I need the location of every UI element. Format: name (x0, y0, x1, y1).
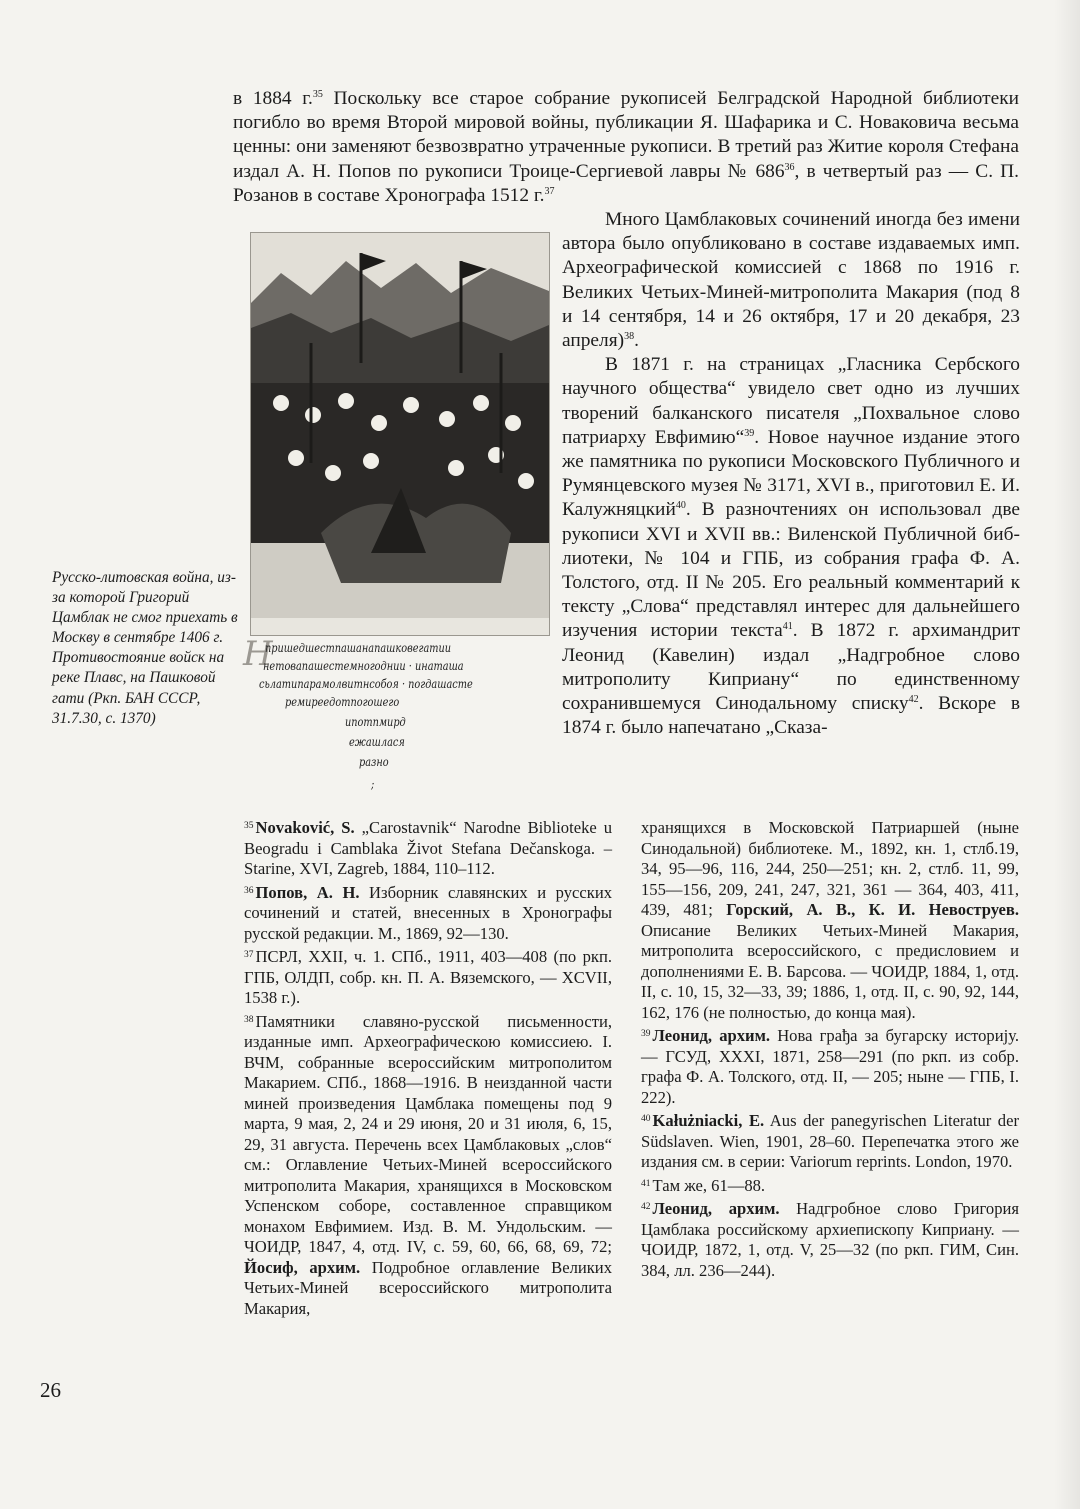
manuscript-line: сьлатипарамолвитнсобоя · погдашасте (259, 676, 473, 691)
footnote-ref: 41 (782, 621, 793, 633)
text-run: Нова грађа за бугарску историју. — ГСУД, XXXI, 1871, 258—291 (по ркп. из собр. графа Ф. А. Толского, отд. II, — 205; ныне — ГПБ, I. 222). (641, 1026, 1020, 1107)
footnote-number: 41 (641, 1178, 651, 1189)
main-text-paragraph-1 (233, 87, 1019, 208)
manuscript-line: разно (359, 754, 389, 769)
main-text-column (562, 208, 1020, 740)
footnote (641, 1199, 1019, 1281)
text-run: Изборник славянских и русских сочинений и статей, внесенных в Хронографы русской редакции. М., 1869, 92—130. (244, 882, 612, 943)
manuscript-caption (243, 634, 551, 800)
manuscript-line: ипотпмирд (345, 714, 406, 729)
main-text-paragraph-3 (562, 353, 1020, 740)
footnote-number: 40 (641, 1114, 651, 1124)
author-name: Novaković, S. (255, 818, 355, 837)
footnote (244, 883, 612, 945)
text-run: „Carostavnik“ Narodne Biblioteke u Beogradu i Camblaka Život Stefana Dečanskoga. – Starine, XVI, Zagreb, 1884, 110–112. (244, 818, 612, 878)
manuscript-line: ; (371, 776, 375, 791)
manuscript-line: пришедшестпашанапашковегатии (265, 640, 452, 655)
footnote-ref: 39 (744, 427, 755, 439)
author-name: Йосиф, архим. (244, 1257, 361, 1277)
footnote-number: 37 (244, 950, 254, 960)
author-name: Попов, А. Н. (255, 882, 360, 902)
text-run: Aus der panegyrischen Literatur der Südslaven. Wien, 1901, 28–60. Перепечатка этого же издания см. в серии: Variorum reprints. London, 1970. (641, 1111, 1019, 1171)
footnotes-left-column (244, 818, 612, 1322)
page-number: 26 (40, 1378, 61, 1402)
text-run: Поскольку все старое собрание рукописей Белградской Народной библиотеки погибло во время Второй мировой войны, публикации Я. Шафарика и С. Новаковича весьма ценны: они заменяют безвозвратно утраченные рукописи. В третий раз Житие короля Стефана издал А. Н. Попов по рукописи Троице-Сергиевой лавры № 686 (233, 88, 1019, 182)
text-run: . В разночтениях он использовал две рукописи XVI и XVII вв.: Виленской Публичной библиотеки, № 104 и ГПБ, из собрания графа Ф. А. Толстого, отд. II № 205. Его реальный комментарий к тексту „Слова“ представлял интерес для дальнейшего изучения истории текста (562, 499, 1020, 642)
text-run: Там же, 61—88. (652, 1175, 766, 1195)
footnote-ref: 37 (544, 185, 555, 197)
main-text-paragraph-2 (562, 208, 1020, 353)
text-run: Надгробное слово Григория Цамблака российскому архиепископу Киприану. — ЧОИДР, 1872, 1, отд. V, 25—32 (по ркп. ГИМ, Син. 384, лл. 236—244). (641, 1199, 1019, 1280)
page-edge-shadow (1054, 0, 1080, 1509)
footnote (641, 1111, 1019, 1173)
footnote-number: 42 (641, 1202, 651, 1212)
text-run: . (634, 330, 639, 352)
footnote-ref: 36 (784, 161, 795, 173)
author-name: Леонид, архим. (652, 1026, 771, 1045)
manuscript-line: нетовапашестемногоднии · инаташа (263, 658, 464, 673)
footnote-ref: 35 (312, 89, 323, 100)
text-run: . Вскоре в 1874 г. было напечатано „Сказа- (562, 693, 1020, 739)
text-run: . Новое научное издание этого же памятника по рукописи Московского Публичного и Румянцевского музея № 3171, XVI в., приготовил Е. И. Калужняцкий (562, 426, 1021, 521)
figure-caption: Русско-литовская война, из-за которой Григорий Цамблак не смог приехать в Москву в сентябре 1406 г. Противостояние войск на реке Плавс, на Пашковой гати (Ркп. БАН СССР, 31.7.30, с. 1370) (52, 569, 238, 727)
battle-scene-image (251, 233, 549, 635)
text-run: В 1871 г. на страницах „Гласника Сербского научного общества“ увидело свет одно из лучших творений балканского писателя „Похвальное слово патриарху Евфимию“ (562, 354, 1020, 448)
text-run: ПСРЛ, XXII, ч. 1. СПб., 1911, 403—408 (по ркп. ГПБ, ОЛДП, собр. кн. П. А. Вяземского, — XCVII, 1538 г.). (244, 947, 612, 1007)
footnotes-right-column (641, 818, 1019, 1284)
manuscript-line: ежашлася (349, 734, 405, 749)
author-name: Kałużniacki, E. (652, 1111, 765, 1130)
footnote (244, 947, 612, 1009)
footnote (244, 1012, 612, 1320)
text-run: Памятники славяно-русской письменности, изданные имп. Археографическою комиссиею. I. ВЧМ, собранные всероссийским митрополитом Макарием. СПб., 1868—1916. В неизданной части миней произведения Цамблака помещены под 9 марта, 9 мая, 2, 24 и 29 июня, 20 и 31 июля, 6, 15, 29, 31 августа. Перечень всех Цамблаковых „слов“ см.: Оглавление Четьих-Миней всероссийского митрополита Макария, хранящихся в Московском Успенском соборе, составленное справщиком монахом Евфимием. Изд. В. М. Ундольским. — ЧОИДР, 1847, 4, отд. IV, с. 59, 60, 66, 68, 69, 72; (244, 1011, 612, 1256)
footnote-ref: 40 (675, 500, 686, 512)
author-name: Леонид, архим. (652, 1199, 780, 1218)
text-run: . В 1872 г. архимандрит Леонид (Кавелин) издал „Надгробное слово митрополиту Киприану“ по единственному сохранившемуся Синодальному списку (562, 620, 1020, 715)
footnote (641, 818, 1019, 1023)
footnote-ref: 38 (624, 331, 635, 343)
text-run: Много Цамблаковых сочинений иногда без имени автора было опубликовано в составе издаваемых имп. Археографической комиссией с 1868 по 1916 г. Великих Четьих-Миней-митрополита Макария (под 8 и 14 сентября, 14 и 26 октября, 17 и 20 декабря, 23 апреля) (562, 209, 1020, 352)
manuscript-initial-letter: Н (243, 634, 273, 674)
author-name: Горский, А. В., К. И. Невоструев. (726, 900, 1020, 919)
text-run: Подробное оглавление Великих Четьих-Миней всероссийского митрополита Макария, (244, 1257, 612, 1318)
footnote (641, 1176, 1019, 1197)
miniature-illustration (250, 232, 550, 636)
footnote (244, 818, 612, 880)
footnote-number: 39 (641, 1029, 651, 1039)
text-run: Описание Великих Четьих-Миней Макария, митрополита всероссийского, с предисловием и дополнениями Е. В. Барсова. — ЧОИДР, 1884, 1, отд. II, с. 10, 15, 32—33, 39; 1886, 1, отд. II, с. 90, 92, 144, 162, 176 (не полностью, до конца мая). (641, 920, 1019, 1022)
footnote-number: 38 (244, 1014, 254, 1025)
text-run: хранящихся в Московской Патриаршей (ныне Синодальной) библиотеке. М., 1892, кн. 1, стлб.19, 34, 95—96, 116, 244, 250—251; кн. 2, стлб. 11, 99, 155—156, 209, 241, 247, 321, 361 — 364, 403, 411, 439, 481; (641, 818, 1019, 919)
footnote (641, 1026, 1019, 1108)
footnote-ref: 42 (908, 694, 919, 706)
footnote-number: 36 (244, 885, 254, 896)
text-run: , в четвертый раз — С. П. Розанов в составе Хронографа 1512 г. (233, 160, 1020, 206)
text-run: в 1884 г. (233, 88, 313, 109)
footnote-number: 35 (244, 821, 254, 831)
manuscript-line: ремиреедотпогошего (285, 694, 400, 709)
